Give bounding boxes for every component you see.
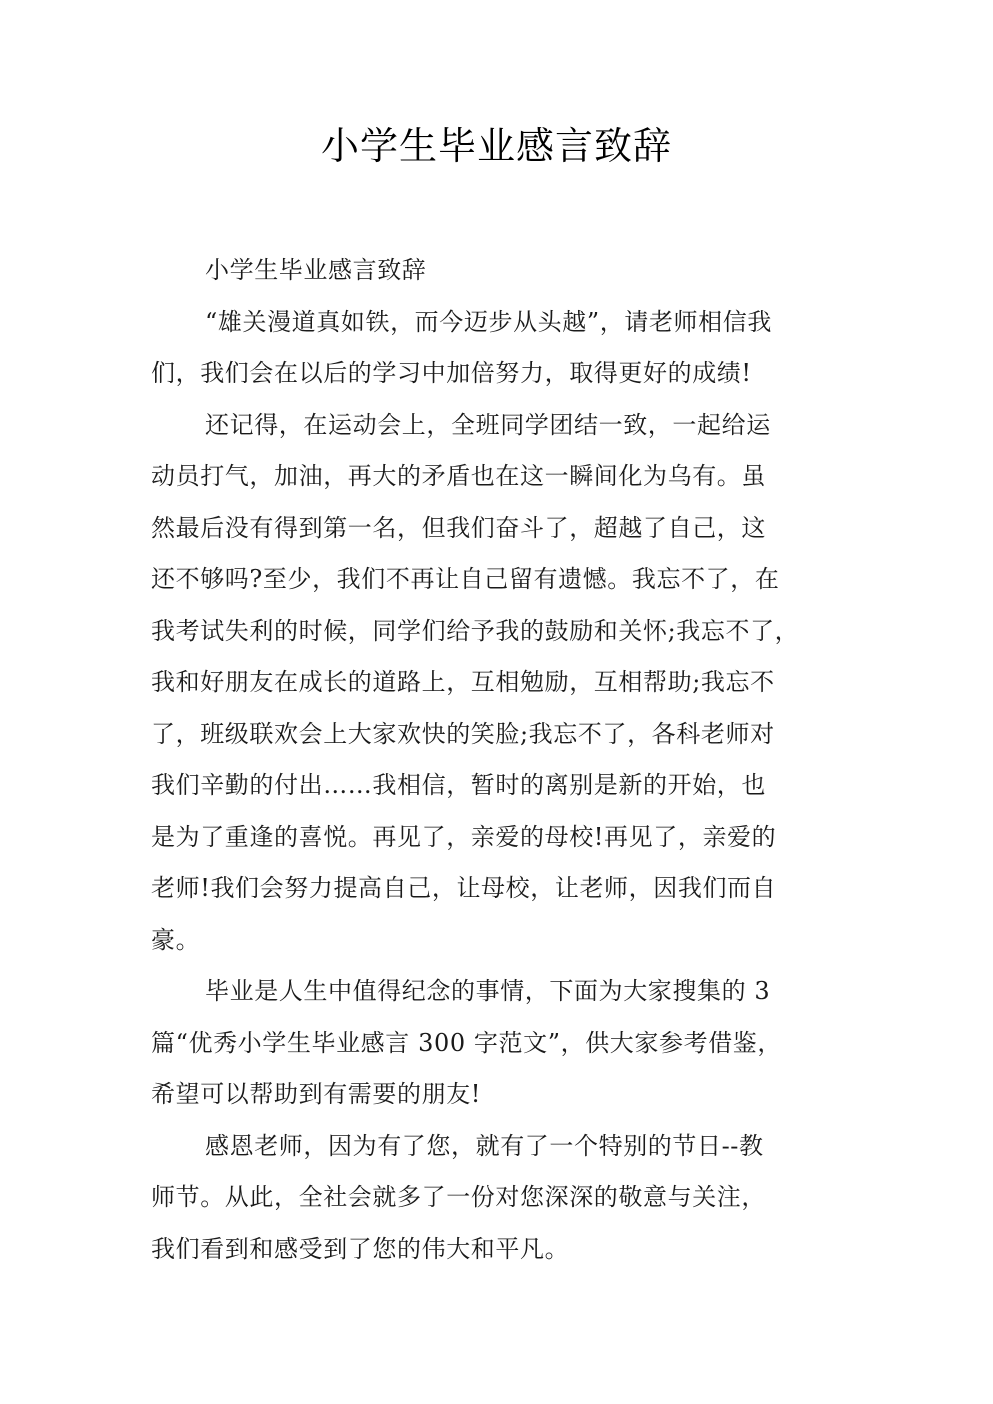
paragraph-line: 还不够吗?至少，我们不再让自己留有遗憾。我忘不了，在 [151, 565, 780, 593]
paragraph-quote [151, 297, 851, 400]
paragraph-line: 是为了重逢的喜悦。再见了，亲爱的母校!再见了，亲爱的 [151, 822, 777, 851]
paragraph-line: 毕业是人生中值得纪念的事情，下面为大家搜集的 3 [205, 977, 771, 1005]
paragraph-line: 们，我们会在以后的学习中加倍努力，取得更好的成绩! [151, 359, 752, 387]
document-body [151, 245, 851, 1275]
paragraph-line: 老师!我们会努力提高自己，让母校，让老师，因我们而自 [151, 874, 777, 902]
paragraph-line: 然最后没有得到第一名，但我们奋斗了，超越了自己，这 [151, 513, 766, 542]
paragraph-line: 我们看到和感受到了您的伟大和平凡。 [151, 1234, 570, 1263]
paragraph-intro [151, 966, 851, 1121]
paragraph-line: 我们辛勤的付出……我相信，暂时的离别是新的开始，也 [151, 771, 766, 799]
paragraph-line: 篇“优秀小学生毕业感言 300 字范文”，供大家参考借鉴， [151, 1028, 783, 1057]
paragraph-line: 师节。从此，全社会就多了一份对您深深的敬意与关注， [151, 1183, 766, 1211]
paragraph-line: 感恩老师，因为有了您，就有了一个特别的节日--教 [205, 1131, 764, 1160]
paragraph-memories [151, 400, 851, 967]
paragraph-line: 还记得，在运动会上，全班同学团结一致，一起给运 [205, 410, 771, 439]
document-title: 小学生毕业感言致辞 [320, 124, 672, 168]
paragraph-line: 豪。 [151, 925, 201, 954]
paragraph-line: 我考试失利的时候，同学们给予我的鼓励和关怀;我忘不了， [151, 616, 800, 645]
paragraph-line: 希望可以帮助到有需要的朋友! [151, 1080, 482, 1108]
paragraph-line: 动员打气，加油，再大的矛盾也在这一瞬间化为乌有。虽 [151, 462, 766, 490]
paragraph-line: 了，班级联欢会上大家欢快的笑脸;我忘不了，各科老师对 [151, 719, 775, 748]
paragraph-line: 我和好朋友在成长的道路上，互相勉励，互相帮助;我忘不 [151, 668, 775, 696]
paragraph-line: “雄关漫道真如铁，而今迈步从头越”，请老师相信我 [205, 307, 772, 336]
paragraph-line: 小学生毕业感言致辞 [205, 256, 427, 284]
paragraph-gratitude [151, 1121, 851, 1276]
paragraph-subtitle [151, 245, 851, 297]
